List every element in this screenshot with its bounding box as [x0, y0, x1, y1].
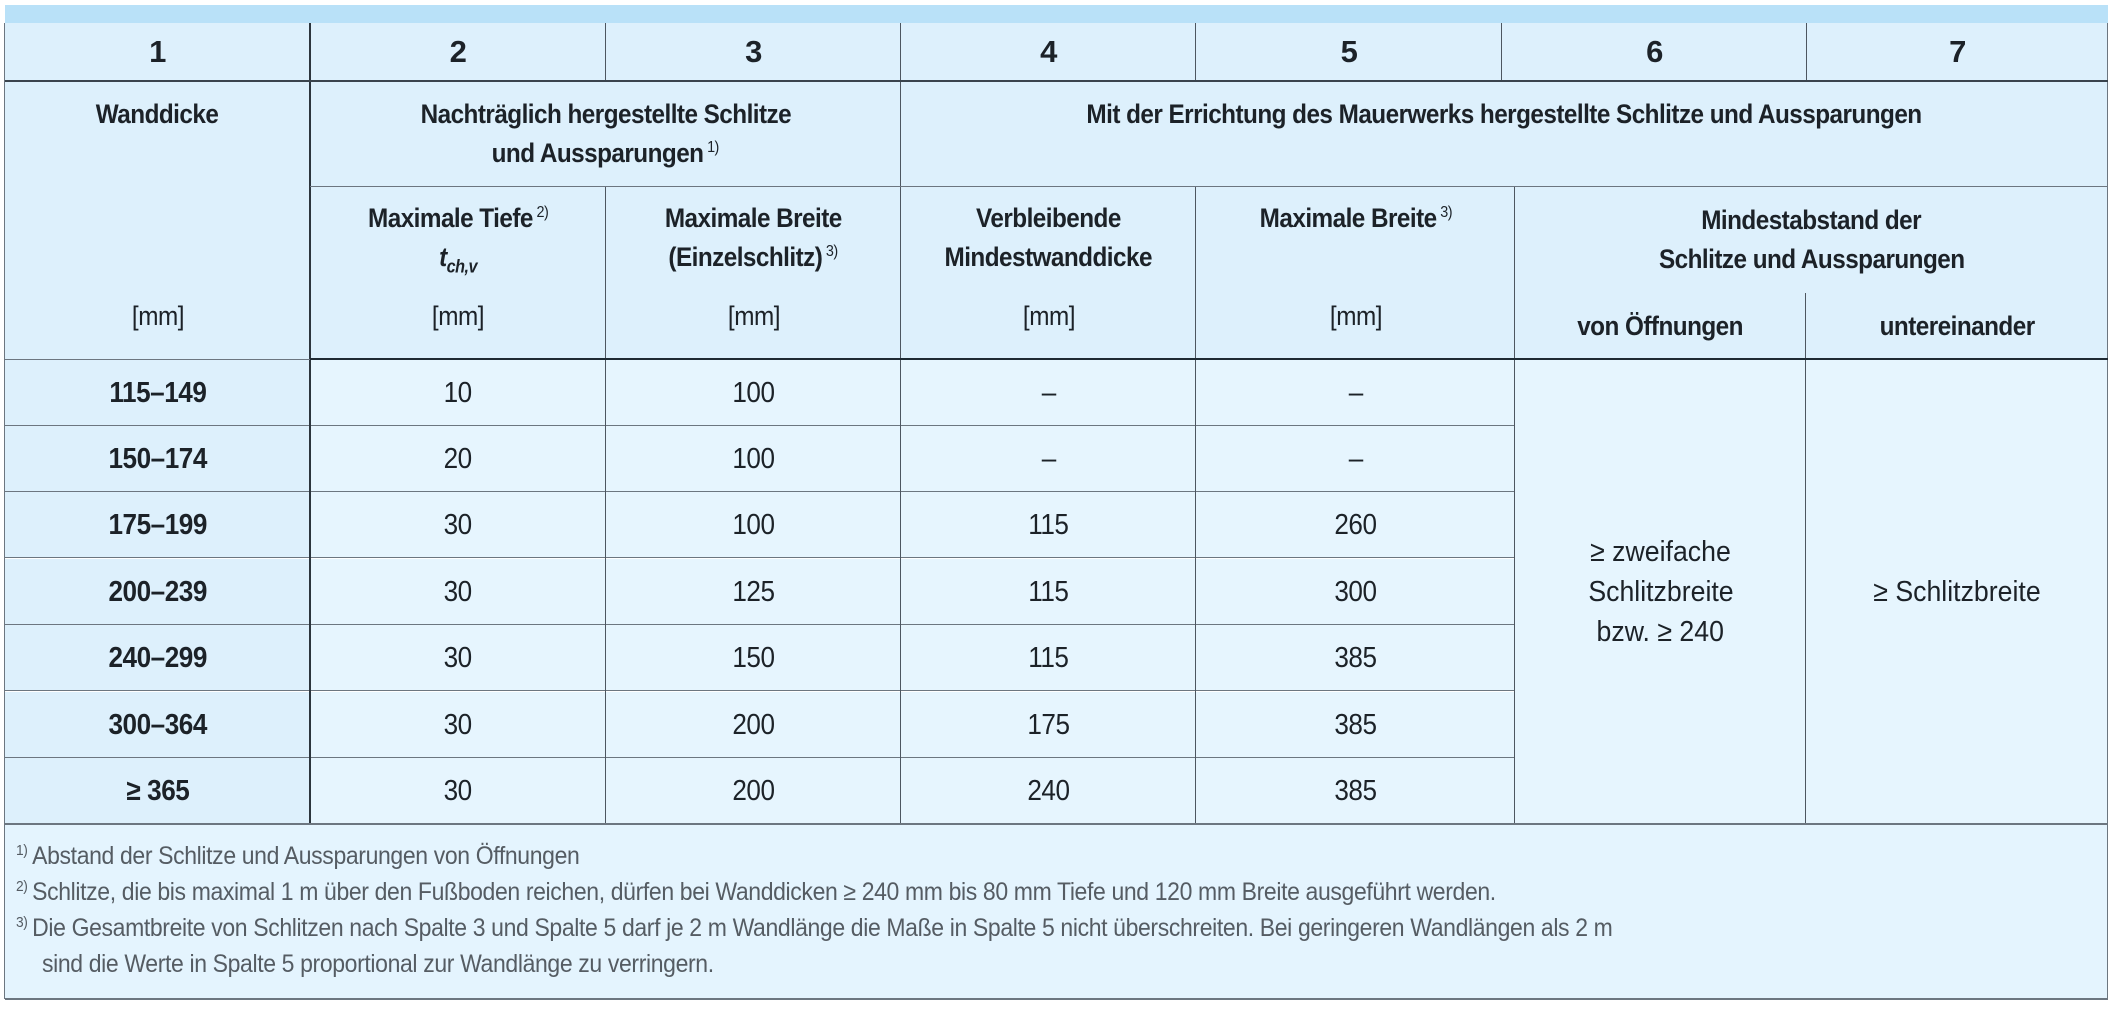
cell-mindestwanddicke-value: 115	[1028, 575, 1069, 608]
cell-max-breite-value: 260	[1334, 508, 1377, 541]
cell-mindestwanddicke	[901, 625, 1196, 691]
cell-wanddicke-value: 175–199	[108, 508, 207, 541]
header-mindestwanddicke	[901, 187, 1196, 359]
cell-max-breite-einzel-value: 100	[732, 442, 775, 475]
cell-wanddicke-value: 150–174	[108, 442, 207, 475]
header-max-breite-unit: [mm]	[1329, 301, 1382, 331]
cell-wanddicke	[5, 426, 310, 492]
column-number-4	[901, 23, 1196, 81]
cell-max-tiefe-value: 30	[443, 641, 473, 674]
column-number-label: 3	[745, 34, 762, 69]
footnote-ref: 1)	[707, 139, 720, 156]
header-group-during-construction	[901, 81, 2108, 187]
group-subsequent-line2-text: und Aussparungen	[491, 138, 704, 168]
header-mindestwanddicke-unit: [mm]	[1022, 301, 1075, 331]
cell-max-tiefe	[310, 492, 606, 558]
column-number-2	[310, 23, 606, 81]
cell-mindestwanddicke-value: –	[1041, 442, 1056, 475]
grid-row-divider	[5, 690, 1515, 691]
header-max-tiefe-unit: [mm]	[431, 301, 485, 331]
grid-group-bottom	[310, 186, 2108, 187]
grid-col4-col5-top	[1195, 23, 1196, 81]
cell-max-breite-einzel	[606, 559, 901, 625]
footnote-3-ref: 3)	[16, 913, 28, 931]
header-max-breite-einzel-line1: Maximale Breite	[665, 203, 842, 233]
cell-max-tiefe	[310, 758, 606, 824]
header-max-tiefe	[310, 187, 606, 359]
cell-max-tiefe	[310, 360, 606, 426]
header-von-oeffnungen	[1515, 293, 1806, 359]
header-wanddicke-unit: [mm]	[131, 301, 184, 331]
merged-von-oeffnungen	[1515, 360, 1806, 824]
cell-max-breite-value: 300	[1334, 575, 1377, 608]
group-during-construction-label: Mit der Errichtung des Mauerwerks hergestellte Schlitze und Aussparungen	[1086, 99, 1923, 129]
footnote-2-ref: 2)	[16, 877, 28, 895]
footnote-ref: 2)	[536, 204, 549, 221]
cell-wanddicke	[5, 360, 310, 426]
footnote-3	[16, 914, 1612, 943]
cell-max-breite-value: 385	[1334, 774, 1377, 807]
merged-untereinander-text: ≥ Schlitzbreite	[1873, 576, 2041, 608]
cell-max-tiefe-value: 30	[443, 708, 473, 741]
cell-wanddicke	[5, 758, 310, 824]
cell-max-breite	[1196, 692, 1515, 758]
column-number-3	[606, 23, 901, 81]
cell-max-tiefe	[310, 426, 606, 492]
grid-body-bottom	[5, 823, 2108, 825]
cell-max-breite	[1196, 758, 1515, 824]
cell-max-breite-einzel-value: 200	[732, 708, 775, 741]
grid-col3-col4	[900, 23, 901, 824]
footnote-ref: 3)	[826, 243, 839, 260]
column-number-1	[5, 23, 310, 81]
header-von-oeffnungen-label: von Öffnungen	[1577, 310, 1744, 341]
grid-col2-col3	[605, 187, 606, 824]
symbol-t: t	[439, 242, 447, 272]
cell-max-tiefe	[310, 625, 606, 691]
column-number-label: 4	[1040, 34, 1057, 69]
merged-von-oeffnungen-line2: Schlitzbreite	[1587, 576, 1734, 608]
header-max-breite-label	[1259, 199, 1451, 238]
footnote-2-text: Schlitze, die bis maximal 1 m über den Fußboden reichen, dürfen bei Wanddicken ≥ 240 mm bis 80 mm Tiefe und 120 mm Breite ausgeführt werden.	[32, 878, 1496, 906]
cell-max-breite	[1196, 625, 1515, 691]
column-number-label: 6	[1646, 34, 1663, 69]
cell-max-breite-einzel	[606, 426, 901, 492]
cell-max-breite-einzel	[606, 360, 901, 426]
symbol-subscript: ch,v	[446, 256, 477, 277]
cell-max-breite	[1196, 492, 1515, 558]
cell-mindestwanddicke-value: 240	[1027, 774, 1070, 807]
cell-max-breite-einzel	[606, 492, 901, 558]
header-max-breite-einzel-line2-text: (Einzelschlitz)	[668, 242, 823, 272]
cell-wanddicke-value: 300–364	[108, 708, 207, 741]
cell-max-breite	[1196, 426, 1515, 492]
cell-wanddicke	[5, 692, 310, 758]
cell-mindestwanddicke	[901, 360, 1196, 426]
cell-max-tiefe-value: 30	[443, 508, 473, 541]
cell-max-breite-einzel-value: 100	[732, 376, 775, 409]
cell-max-tiefe	[310, 559, 606, 625]
cell-max-tiefe-value: 20	[443, 442, 473, 475]
footnote-3-continued	[42, 950, 714, 979]
grid-right-edge	[2107, 23, 2108, 999]
cell-max-breite-value: –	[1348, 442, 1363, 475]
cell-max-breite-value: 385	[1334, 641, 1377, 674]
header-max-breite	[1196, 187, 1515, 359]
merged-untereinander	[1806, 360, 2108, 824]
footnote-2	[16, 878, 1496, 907]
grid-footnotes-bottom	[5, 998, 2108, 1000]
header-max-breite-einzel-unit: [mm]	[727, 301, 780, 331]
header-wanddicke-label: Wanddicke	[96, 99, 219, 129]
symbol-t-ch-v	[439, 238, 477, 286]
header-max-breite-einzel-line2	[669, 238, 838, 277]
header-untereinander-label: untereinander	[1879, 310, 2035, 341]
cell-max-breite	[1196, 559, 1515, 625]
cell-max-breite-einzel-value: 150	[732, 641, 775, 674]
column-number-label: 7	[1949, 34, 1966, 69]
grid-row-divider	[5, 557, 1515, 558]
cell-max-breite-einzel	[606, 692, 901, 758]
cell-max-breite-einzel	[606, 625, 901, 691]
grid-col6-col7-top	[1806, 23, 1807, 81]
cell-max-breite-einzel-value: 125	[732, 575, 775, 608]
column-number-label: 2	[449, 34, 467, 69]
cell-max-tiefe-value: 30	[443, 774, 473, 807]
grid-col2-col3-top	[605, 23, 606, 81]
header-wanddicke	[5, 81, 310, 359]
grid-row-numbers-bottom	[5, 80, 2108, 82]
grid-col6-col7	[1805, 293, 1806, 824]
footnote-1-ref: 1)	[16, 841, 28, 859]
column-number-label: 5	[1340, 34, 1358, 69]
grid-col4-col5	[1195, 187, 1196, 824]
group-min-distance-line2: Schlitze und Aussparungen	[1658, 244, 1965, 274]
header-mindestwanddicke-line2: Mindestwanddicke	[944, 242, 1153, 272]
header-max-breite-einzel	[606, 187, 901, 359]
column-number-6	[1502, 23, 1807, 81]
group-min-distance-line1: Mindestabstand der	[1701, 205, 1922, 235]
column-number-label: 1	[149, 34, 166, 69]
header-max-breite-text: Maximale Breite	[1259, 203, 1437, 233]
header-group-min-distance	[1515, 187, 2108, 293]
cell-mindestwanddicke-value: 115	[1028, 641, 1069, 674]
cell-max-tiefe-value: 10	[443, 376, 473, 409]
cell-wanddicke-value: 200–239	[108, 575, 207, 608]
footnote-3-text-line1: Die Gesamtbreite von Schlitzen nach Spalte 3 und Spalte 5 darf je 2 m Wandlänge die Maße in Spalte 5 nicht überschreiten. Bei geringeren Wandlängen als 2 m	[32, 914, 1613, 942]
grid-col1-col2	[309, 23, 311, 824]
grid-header-bottom-col1	[5, 359, 310, 360]
merged-von-oeffnungen-line1: ≥ zweifache	[1590, 536, 1731, 568]
grid-col5-col6-top	[1501, 23, 1502, 81]
cell-wanddicke	[5, 625, 310, 691]
cell-mindestwanddicke	[901, 692, 1196, 758]
cell-mindestwanddicke	[901, 492, 1196, 558]
cell-mindestwanddicke-value: 175	[1027, 708, 1070, 741]
cell-mindestwanddicke-value: 115	[1028, 508, 1069, 541]
grid-header-bottom	[310, 358, 2108, 360]
cell-max-breite-einzel-value: 100	[732, 508, 775, 541]
cell-max-breite-value: 385	[1334, 708, 1377, 741]
header-untereinander	[1806, 293, 2108, 359]
cell-mindestwanddicke-value: –	[1041, 376, 1056, 409]
cell-max-tiefe-value: 30	[443, 575, 473, 608]
cell-max-breite-einzel-value: 200	[732, 774, 775, 807]
column-number-5	[1196, 23, 1502, 81]
footnote-1-text: Abstand der Schlitze und Aussparungen von Öffnungen	[32, 842, 580, 870]
grid-left-edge	[4, 23, 5, 999]
cell-wanddicke	[5, 492, 310, 558]
footnote-1	[16, 842, 579, 871]
cell-max-breite	[1196, 360, 1515, 426]
group-subsequent-line2	[492, 134, 719, 173]
footnote-ref: 3)	[1439, 204, 1452, 221]
cell-mindestwanddicke	[901, 758, 1196, 824]
grid-col5-col6	[1514, 187, 1515, 824]
header-group-subsequent	[310, 81, 901, 187]
footnote-3-text-line2: sind die Werte in Spalte 5 proportional zur Wandlänge zu verringern.	[42, 950, 714, 978]
cell-wanddicke-value: 115–149	[108, 376, 207, 409]
cell-mindestwanddicke	[901, 559, 1196, 625]
header-max-tiefe-label	[368, 199, 548, 238]
cell-wanddicke-value: ≥ 365	[126, 774, 189, 807]
cell-mindestwanddicke	[901, 426, 1196, 492]
merged-von-oeffnungen-line3: bzw. ≥ 240	[1596, 616, 1725, 648]
header-max-tiefe-text: Maximale Tiefe	[367, 203, 533, 233]
column-number-7	[1807, 23, 2108, 81]
cell-max-breite-einzel	[606, 758, 901, 824]
cell-max-tiefe	[310, 692, 606, 758]
header-mindestwanddicke-line1: Verbleibende	[976, 203, 1121, 233]
cell-wanddicke-value: 240–299	[108, 641, 207, 674]
cell-max-breite-value: –	[1348, 376, 1363, 409]
group-subsequent-line1: Nachträglich hergestellte Schlitze	[420, 99, 791, 129]
cell-wanddicke	[5, 559, 310, 625]
